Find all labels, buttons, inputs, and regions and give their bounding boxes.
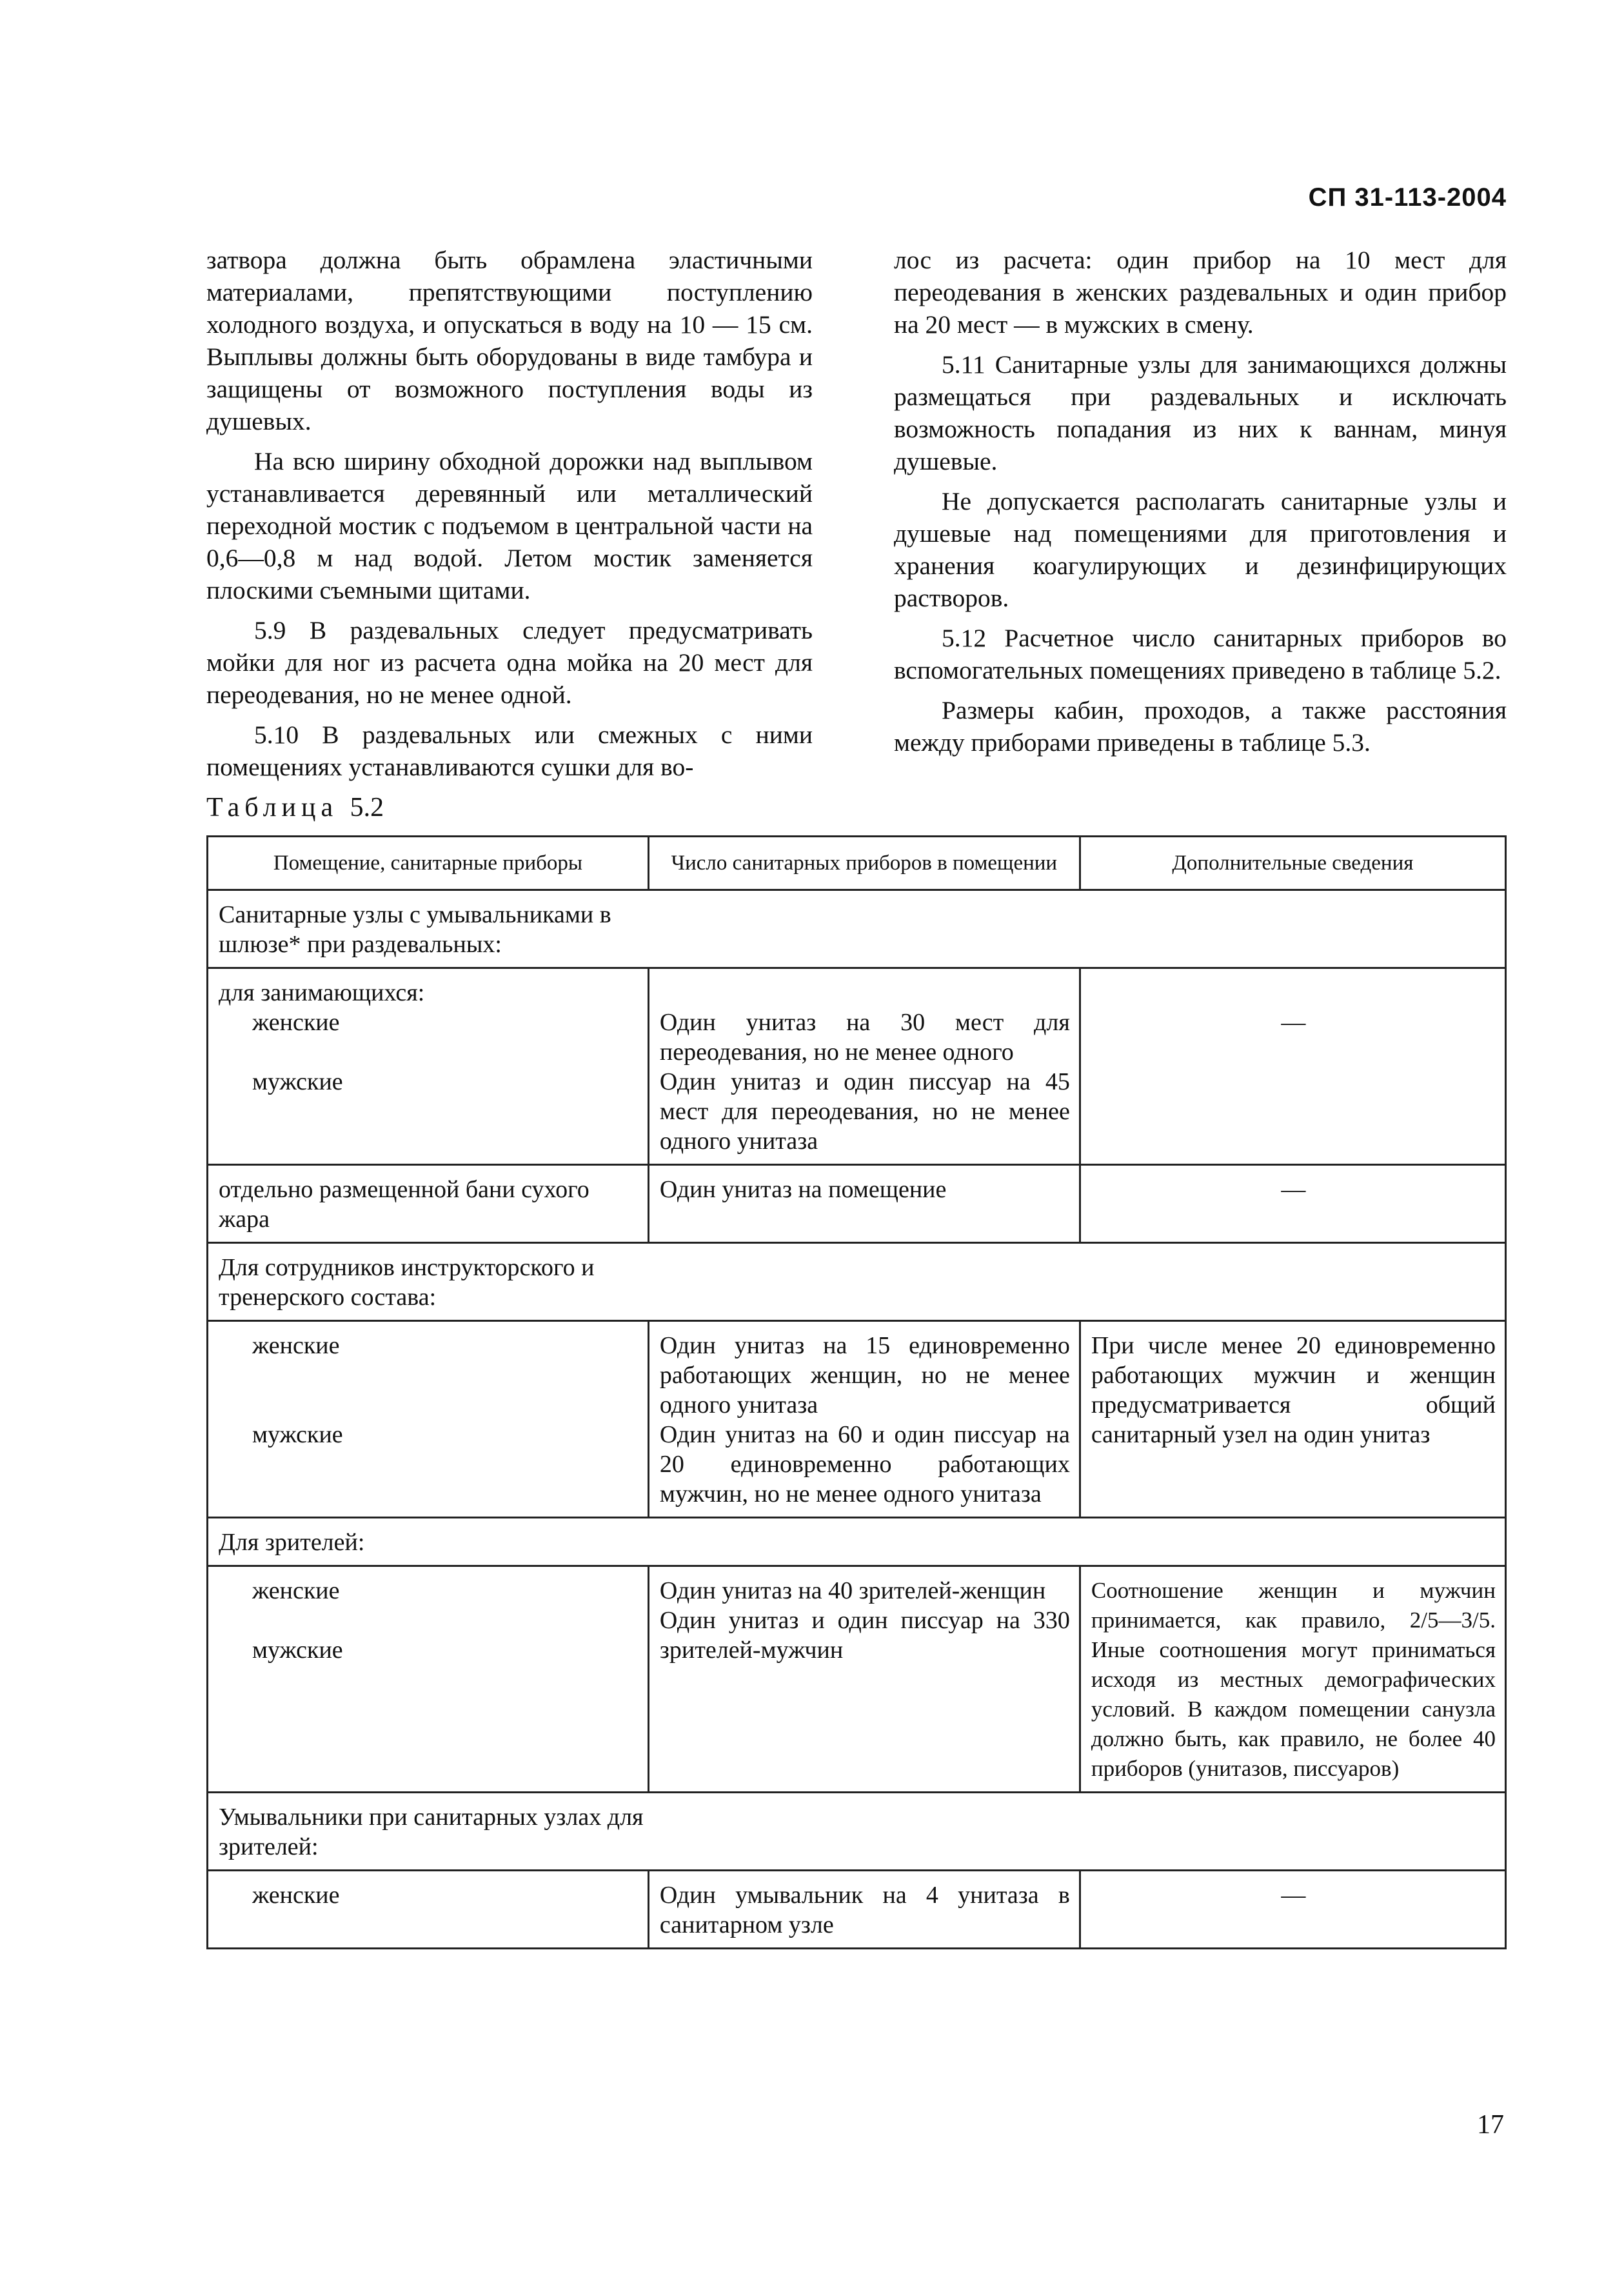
paragraph: 5.10 В раздевальных или смежных с ними помещениях устанавливаются сушки для во- xyxy=(206,721,813,781)
paragraph: 5.12 Расчетное число санитарных приборов во вспомогательных помещениях приведено в таблице 5.2. xyxy=(894,624,1507,684)
women-label: женские xyxy=(252,1009,340,1036)
column-header: Число санитарных приборов в помещении xyxy=(648,837,1080,890)
men-label: мужские xyxy=(252,1421,343,1448)
table-row xyxy=(208,968,1506,1165)
table-section-row xyxy=(208,1793,1506,1871)
table-caption xyxy=(206,792,384,823)
count-cell xyxy=(648,968,1080,1165)
table-section-row xyxy=(208,1518,1506,1566)
table-section-row xyxy=(208,890,1506,968)
info-cell: — xyxy=(1080,1871,1505,1949)
right-text-column xyxy=(894,244,1507,766)
women-count: Один унитаз на 30 мест для переодевания, но не менее одного xyxy=(659,1009,1070,1066)
room-cell xyxy=(208,1566,649,1793)
women-label: женские xyxy=(252,1577,340,1604)
paragraph: На всю ширину обходной дорожки над выплывом устанавливается деревянный или металлический переходной мостик с подъемом в центральной части на 0,6—0,8 м над водой. Летом мостик заменяется плоскими съемными щитами. xyxy=(206,447,813,604)
table-section-row xyxy=(208,1243,1506,1321)
page-number: 17 xyxy=(1477,2110,1504,2140)
count-cell xyxy=(648,1566,1080,1793)
count-cell xyxy=(648,1321,1080,1518)
room-cell xyxy=(208,1871,649,1949)
table-row xyxy=(208,1566,1506,1793)
document-code: СП 31-113-2004 xyxy=(1308,183,1507,212)
column-header: Дополнительные сведения xyxy=(1080,837,1505,890)
section-cell: Санитарные узлы с умывальниками в шлюзе* при раздевальных: xyxy=(208,890,1506,968)
section-cell: Для зрителей: xyxy=(208,1518,1506,1566)
men-count: Один унитаз на 60 и один писсуар на 20 единовременно работающих мужчин, но не менее одного унитаза xyxy=(659,1421,1070,1508)
table-header-row xyxy=(208,837,1506,890)
paragraph: лос из расчета: один прибор на 10 мест для переодевания в женских раздевальных и один прибор на 20 мест — в мужских в смену. xyxy=(894,246,1507,339)
info-cell: — xyxy=(1080,1165,1505,1243)
paragraph: 5.9 В раздевальных следует предусматривать мойки для ног из расчета одна мойка на 20 мест для переодевания, но не менее одной. xyxy=(206,616,813,709)
women-count: Один унитаз на 40 зрителей-женщин xyxy=(659,1577,1046,1604)
paragraph: 5.11 Санитарные узлы для занимающихся должны размещаться при раздевальных и исключать возможность попадания из них к ваннам, минуя душевые. xyxy=(894,350,1507,475)
group-label: для занимающихся: xyxy=(219,979,425,1006)
paragraph: Не допускается располагать санитарные узлы и душевые над помещениями для приготовления и хранения коагулирующих и дезинфицирующих растворов. xyxy=(894,487,1507,612)
women-count: Один унитаз на 15 единовременно работающих женщин, но не менее одного унитаза xyxy=(659,1332,1070,1418)
men-count: Один унитаз и один писсуар на 330 зрителей-мужчин xyxy=(659,1607,1070,1664)
table-row xyxy=(208,1321,1506,1518)
room-cell: отдельно размещенной бани сухого жара xyxy=(208,1165,649,1243)
men-label: мужские xyxy=(252,1068,343,1095)
men-count: Один унитаз и один писсуар на 45 мест для переодевания, но не менее одного унитаза xyxy=(659,1068,1070,1155)
count-cell: Один унитаз на помещение xyxy=(648,1165,1080,1243)
paragraph: Размеры кабин, проходов, а также расстояния между приборами приведены в таблице 5.3. xyxy=(894,696,1507,757)
count-cell: Один умывальник на 4 унитаза в санитарном узле xyxy=(648,1871,1080,1949)
info-cell: Соотношение женщин и мужчин принимается, как правило, 2/5—3/5. Иные соотношения могут приниматься исходя из местных демографических условий. В каждом помещении санузла должно быть, как правило, не более 40 приборов (унитазов, писсуаров) xyxy=(1080,1566,1505,1793)
table-caption-number: 5.2 xyxy=(350,793,384,822)
room-cell xyxy=(208,1321,649,1518)
women-label: женские xyxy=(252,1332,340,1359)
section-cell: Умывальники при санитарных узлах для зрителей: xyxy=(208,1793,1506,1871)
info-cell: — xyxy=(1080,968,1505,1165)
women-label: женские xyxy=(252,1882,340,1909)
paragraph: затвора должна быть обрамлена эластичными материалами, препятствующими поступлению холодного воздуха, и опускаться в воду на 10 — 15 см. Выплывы должны быть оборудованы в виде тамбура и защищены от возможного поступления воды из душевых. xyxy=(206,246,813,435)
room-cell xyxy=(208,968,649,1165)
left-text-column xyxy=(206,244,813,791)
section-cell: Для сотрудников инструкторского и тренерского состава: xyxy=(208,1243,1506,1321)
table-5-2 xyxy=(206,835,1507,1949)
men-label: мужские xyxy=(252,1637,343,1664)
table-row xyxy=(208,1871,1506,1949)
table-caption-word: Таблица xyxy=(206,793,339,822)
column-header: Помещение, санитарные приборы xyxy=(208,837,649,890)
table-row xyxy=(208,1165,1506,1243)
info-cell: При числе менее 20 единовременно работающих мужчин и женщин предусматривается общий санитарный узел на один унитаз xyxy=(1080,1321,1505,1518)
